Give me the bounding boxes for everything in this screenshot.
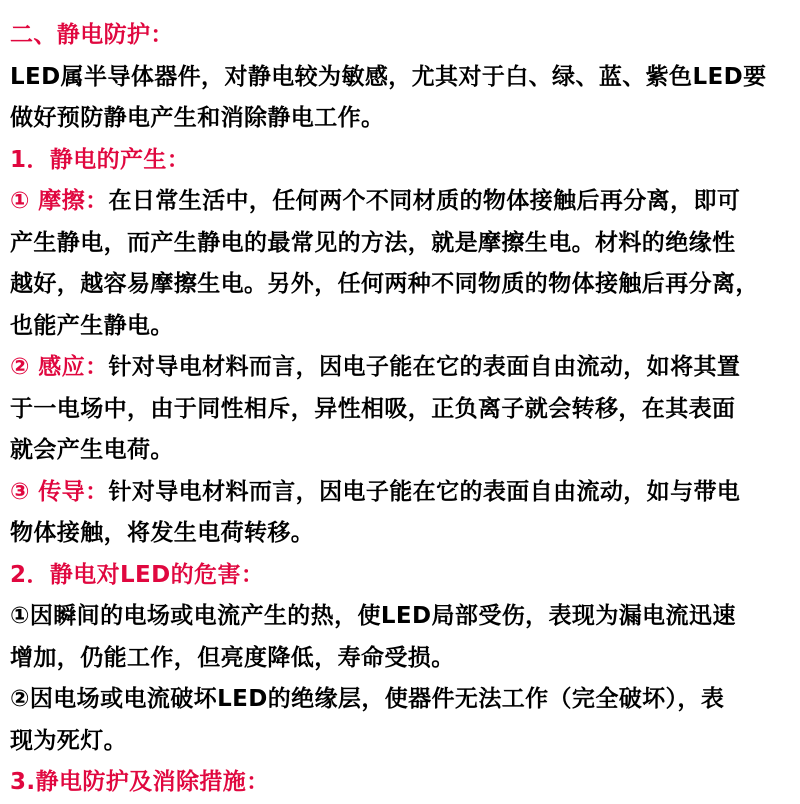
paragraph-line: ①因瞬间的电场或电流产生的热，使LED局部受伤，表现为漏电流迅速 (10, 603, 736, 629)
paragraph-line: 于一电场中，由于同性相斥，异性相吸，正负离子就会转移，在其表面 (10, 395, 736, 422)
paragraph-line: 就会产生电荷。 (10, 437, 174, 463)
paragraph-line: 现为死灯。 (10, 727, 127, 754)
item-text: 在日常生活中，任何两个不同材质的物体接触后再分离，即可 (108, 188, 741, 214)
paragraph-line: 做好预防静电产生和消除静电工作。 (10, 105, 385, 131)
document-body (10, 15, 795, 804)
section-heading: 二、静电防护： (10, 22, 174, 48)
paragraph-line: 物体接触，将发生电荷转移。 (10, 520, 315, 546)
paragraph-line: 增加，仍能工作，但亮度降低，寿命受损。 (10, 644, 455, 671)
paragraph-line: 也能产生静电。 (10, 312, 174, 339)
item-label: ① 摩擦： (10, 188, 109, 214)
paragraph-line: 产生静电，而产生静电的最常见的方法，就是摩擦生电。材料的绝缘性 (10, 229, 736, 256)
subsection-heading: 3.静电防护及消除措施： (10, 769, 270, 795)
item-text: 针对导电材料而言，因电子能在它的表面自由流动，如与带电 (108, 478, 741, 505)
subsection-heading: 1．静电的产生： (10, 146, 191, 173)
paragraph-line: 越好，越容易摩擦生电。另外，任何两种不同物质的物体接触后再分离， (10, 271, 759, 297)
paragraph-line (10, 181, 795, 223)
item-text: 针对导电材料而言，因电子能在它的表面自由流动，如将其置 (108, 354, 741, 380)
subsection-heading: 2．静电对LED的危害： (10, 561, 265, 588)
paragraph-line (10, 472, 795, 514)
item-label: ② 感应： (10, 354, 109, 380)
paragraph-line (10, 347, 795, 389)
paragraph-line: ②因电场或电流破坏LED的绝缘层，使器件无法工作（完全破坏），表 (10, 686, 725, 712)
paragraph-line: LED属半导体器件，对静电较为敏感，尤其对于白、绿、蓝、紫色LED要 (10, 63, 767, 90)
item-label: ③ 传导： (10, 478, 109, 505)
